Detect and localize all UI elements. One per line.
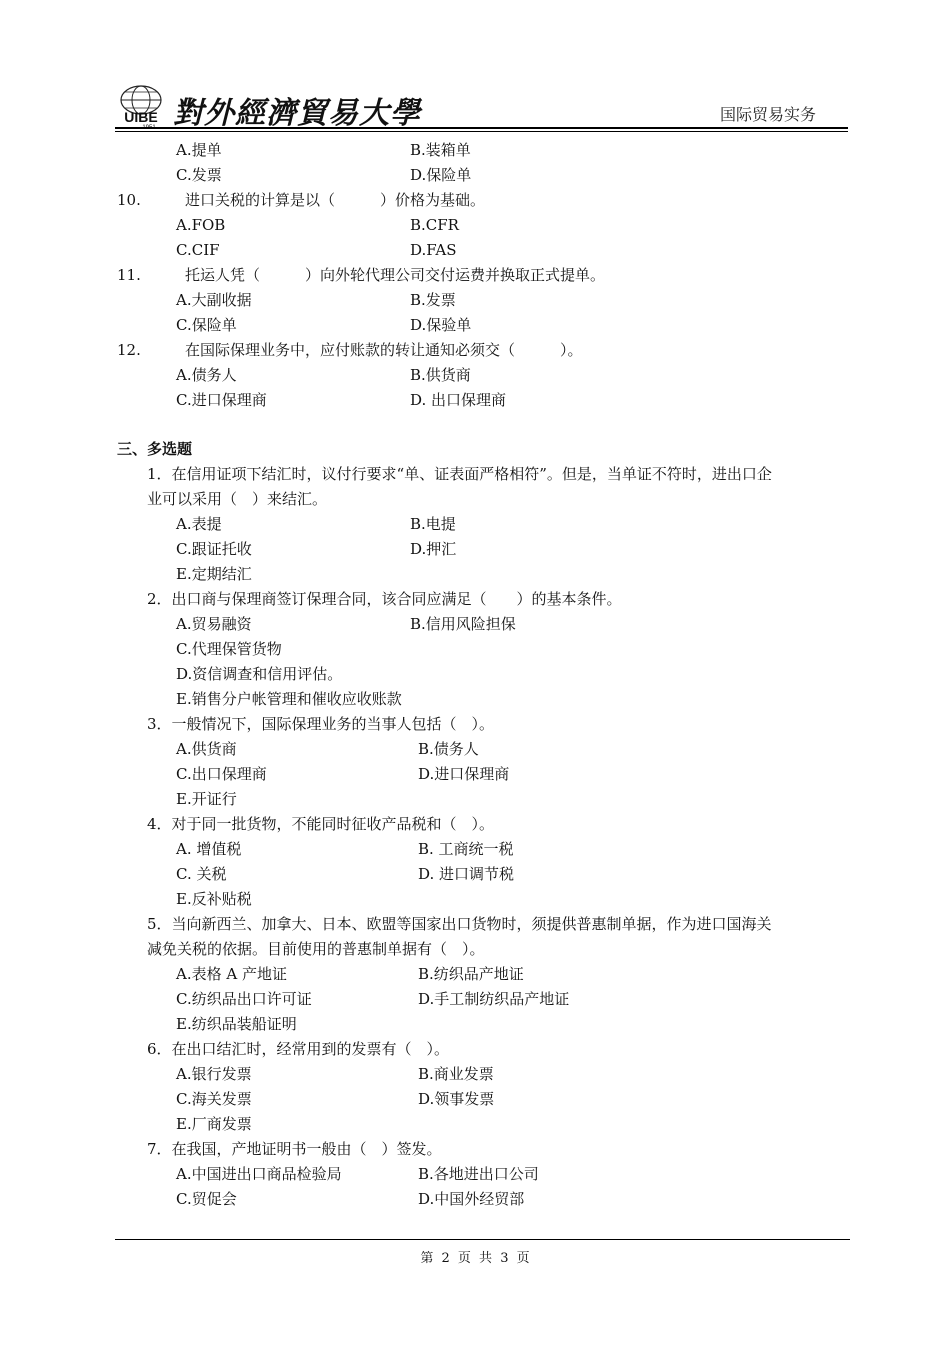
question-number: 10. — [117, 191, 141, 209]
option-a: A.表提 — [176, 515, 222, 533]
option-d: D.押汇 — [410, 540, 457, 558]
option-e: E.厂商发票 — [176, 1115, 252, 1133]
question-text: 托运人凭（ ）向外轮代理公司交付运费并换取正式提单。 — [185, 266, 606, 284]
option-c: C.纺织品出口许可证 — [176, 990, 312, 1008]
course-title: 国际贸易实务 — [719, 105, 816, 124]
option-b: B.纺织品产地证 — [418, 965, 524, 983]
option-e: E.定期结汇 — [176, 565, 252, 583]
option-d: D.保验单 — [410, 316, 472, 334]
option-c: C.代理保管货物 — [176, 640, 282, 658]
question-text: 7．在我国，产地证明书一般由（ ）签发。 — [147, 1140, 442, 1158]
option-d: D.手工制纺织品产地证 — [418, 990, 570, 1008]
svg-text:1951: 1951 — [142, 125, 156, 130]
option-c: C.CIF — [176, 241, 220, 259]
option-d: D.领事发票 — [418, 1090, 495, 1108]
option-b: B.供货商 — [410, 366, 471, 384]
option-c: C.保险单 — [176, 316, 237, 334]
option-d: D.中国外经贸部 — [418, 1190, 525, 1208]
section-title: 三、多选题 — [117, 440, 193, 458]
option-a: A. 增值税 — [176, 840, 242, 858]
university-logo — [115, 82, 167, 130]
option-e: E.销售分户帐管理和催收应收账款 — [176, 690, 402, 708]
option-a: A.表格 A 产地证 — [176, 965, 287, 983]
option-c: C.进口保理商 — [176, 391, 267, 409]
option-a: A.提单 — [176, 141, 222, 159]
question-text: 进口关税的计算是以（ ）价格为基础。 — [185, 191, 486, 209]
question-text: 2．出口商与保理商签订保理合同，该合同应满足（ ）的基本条件。 — [147, 590, 622, 608]
option-b: B.电提 — [410, 515, 456, 533]
question-text: 3．一般情况下，国际保理业务的当事人包括（ ）。 — [147, 715, 495, 733]
header-rule — [115, 127, 848, 129]
question-text: 1．在信用证项下结汇时，议付行要求“单、证表面严格相符”。但是，当单证不符时，进出口企 — [147, 465, 772, 483]
option-a: A.FOB — [176, 216, 226, 234]
option-a: A.大副收据 — [176, 291, 252, 309]
option-e: E.纺织品装船证明 — [176, 1015, 297, 1033]
question-text-cont: 业可以采用（ ）来结汇。 — [147, 490, 328, 508]
question-text: 在国际保理业务中，应付账款的转让通知必须交（ ）。 — [185, 341, 583, 359]
option-e: E.反补贴税 — [176, 890, 252, 908]
option-d: D. 出口保理商 — [410, 391, 507, 409]
option-b: B.装箱单 — [410, 141, 471, 159]
option-b: B.CFR — [410, 216, 459, 234]
option-d: D.保险单 — [410, 166, 472, 184]
page-number: 第 2 页 共 3 页 — [420, 1251, 532, 1266]
option-b: B. 工商统一税 — [418, 840, 514, 858]
footer-rule — [115, 1239, 850, 1240]
option-c: C.发票 — [176, 166, 222, 184]
option-a: A.中国进出口商品检验局 — [176, 1165, 342, 1183]
option-d: D.资信调查和信用评估。 — [176, 665, 343, 683]
option-b: B.债务人 — [418, 740, 479, 758]
university-name: 對外經濟貿易大學 — [173, 96, 421, 131]
option-c: C.贸促会 — [176, 1190, 237, 1208]
option-b: B.商业发票 — [418, 1065, 494, 1083]
question-text-cont: 减免关税的依据。目前使用的普惠制单据有（ ）。 — [147, 940, 485, 958]
option-a: A.债务人 — [176, 366, 237, 384]
option-a: A.银行发票 — [176, 1065, 252, 1083]
option-a: A.供货商 — [176, 740, 237, 758]
option-a: A.贸易融资 — [176, 615, 252, 633]
option-c: C.跟证托收 — [176, 540, 252, 558]
question-number: 12. — [117, 341, 141, 359]
page-header — [115, 78, 848, 130]
option-b: B.信用风险担保 — [410, 615, 516, 633]
option-d: D. 进口调节税 — [418, 865, 515, 883]
option-b: B.各地进出口公司 — [418, 1165, 539, 1183]
question-text: 6．在出口结汇时，经常用到的发票有（ ）。 — [147, 1040, 450, 1058]
option-c: C. 关税 — [176, 865, 227, 883]
option-e: E.开证行 — [176, 790, 237, 808]
option-d: D.FAS — [410, 241, 457, 259]
svg-text:UIBE: UIBE — [124, 109, 158, 125]
option-b: B.发票 — [410, 291, 456, 309]
question-text: 4．对于同一批货物，不能同时征收产品税和（ ）。 — [147, 815, 495, 833]
option-c: C.海关发票 — [176, 1090, 252, 1108]
option-c: C.出口保理商 — [176, 765, 267, 783]
question-text: 5．当向新西兰、加拿大、日本、欧盟等国家出口货物时，须提供普惠制单据，作为进口国海关 — [147, 915, 772, 933]
header-rule-thin — [115, 131, 848, 132]
option-d: D.进口保理商 — [418, 765, 510, 783]
question-number: 11. — [117, 266, 141, 284]
